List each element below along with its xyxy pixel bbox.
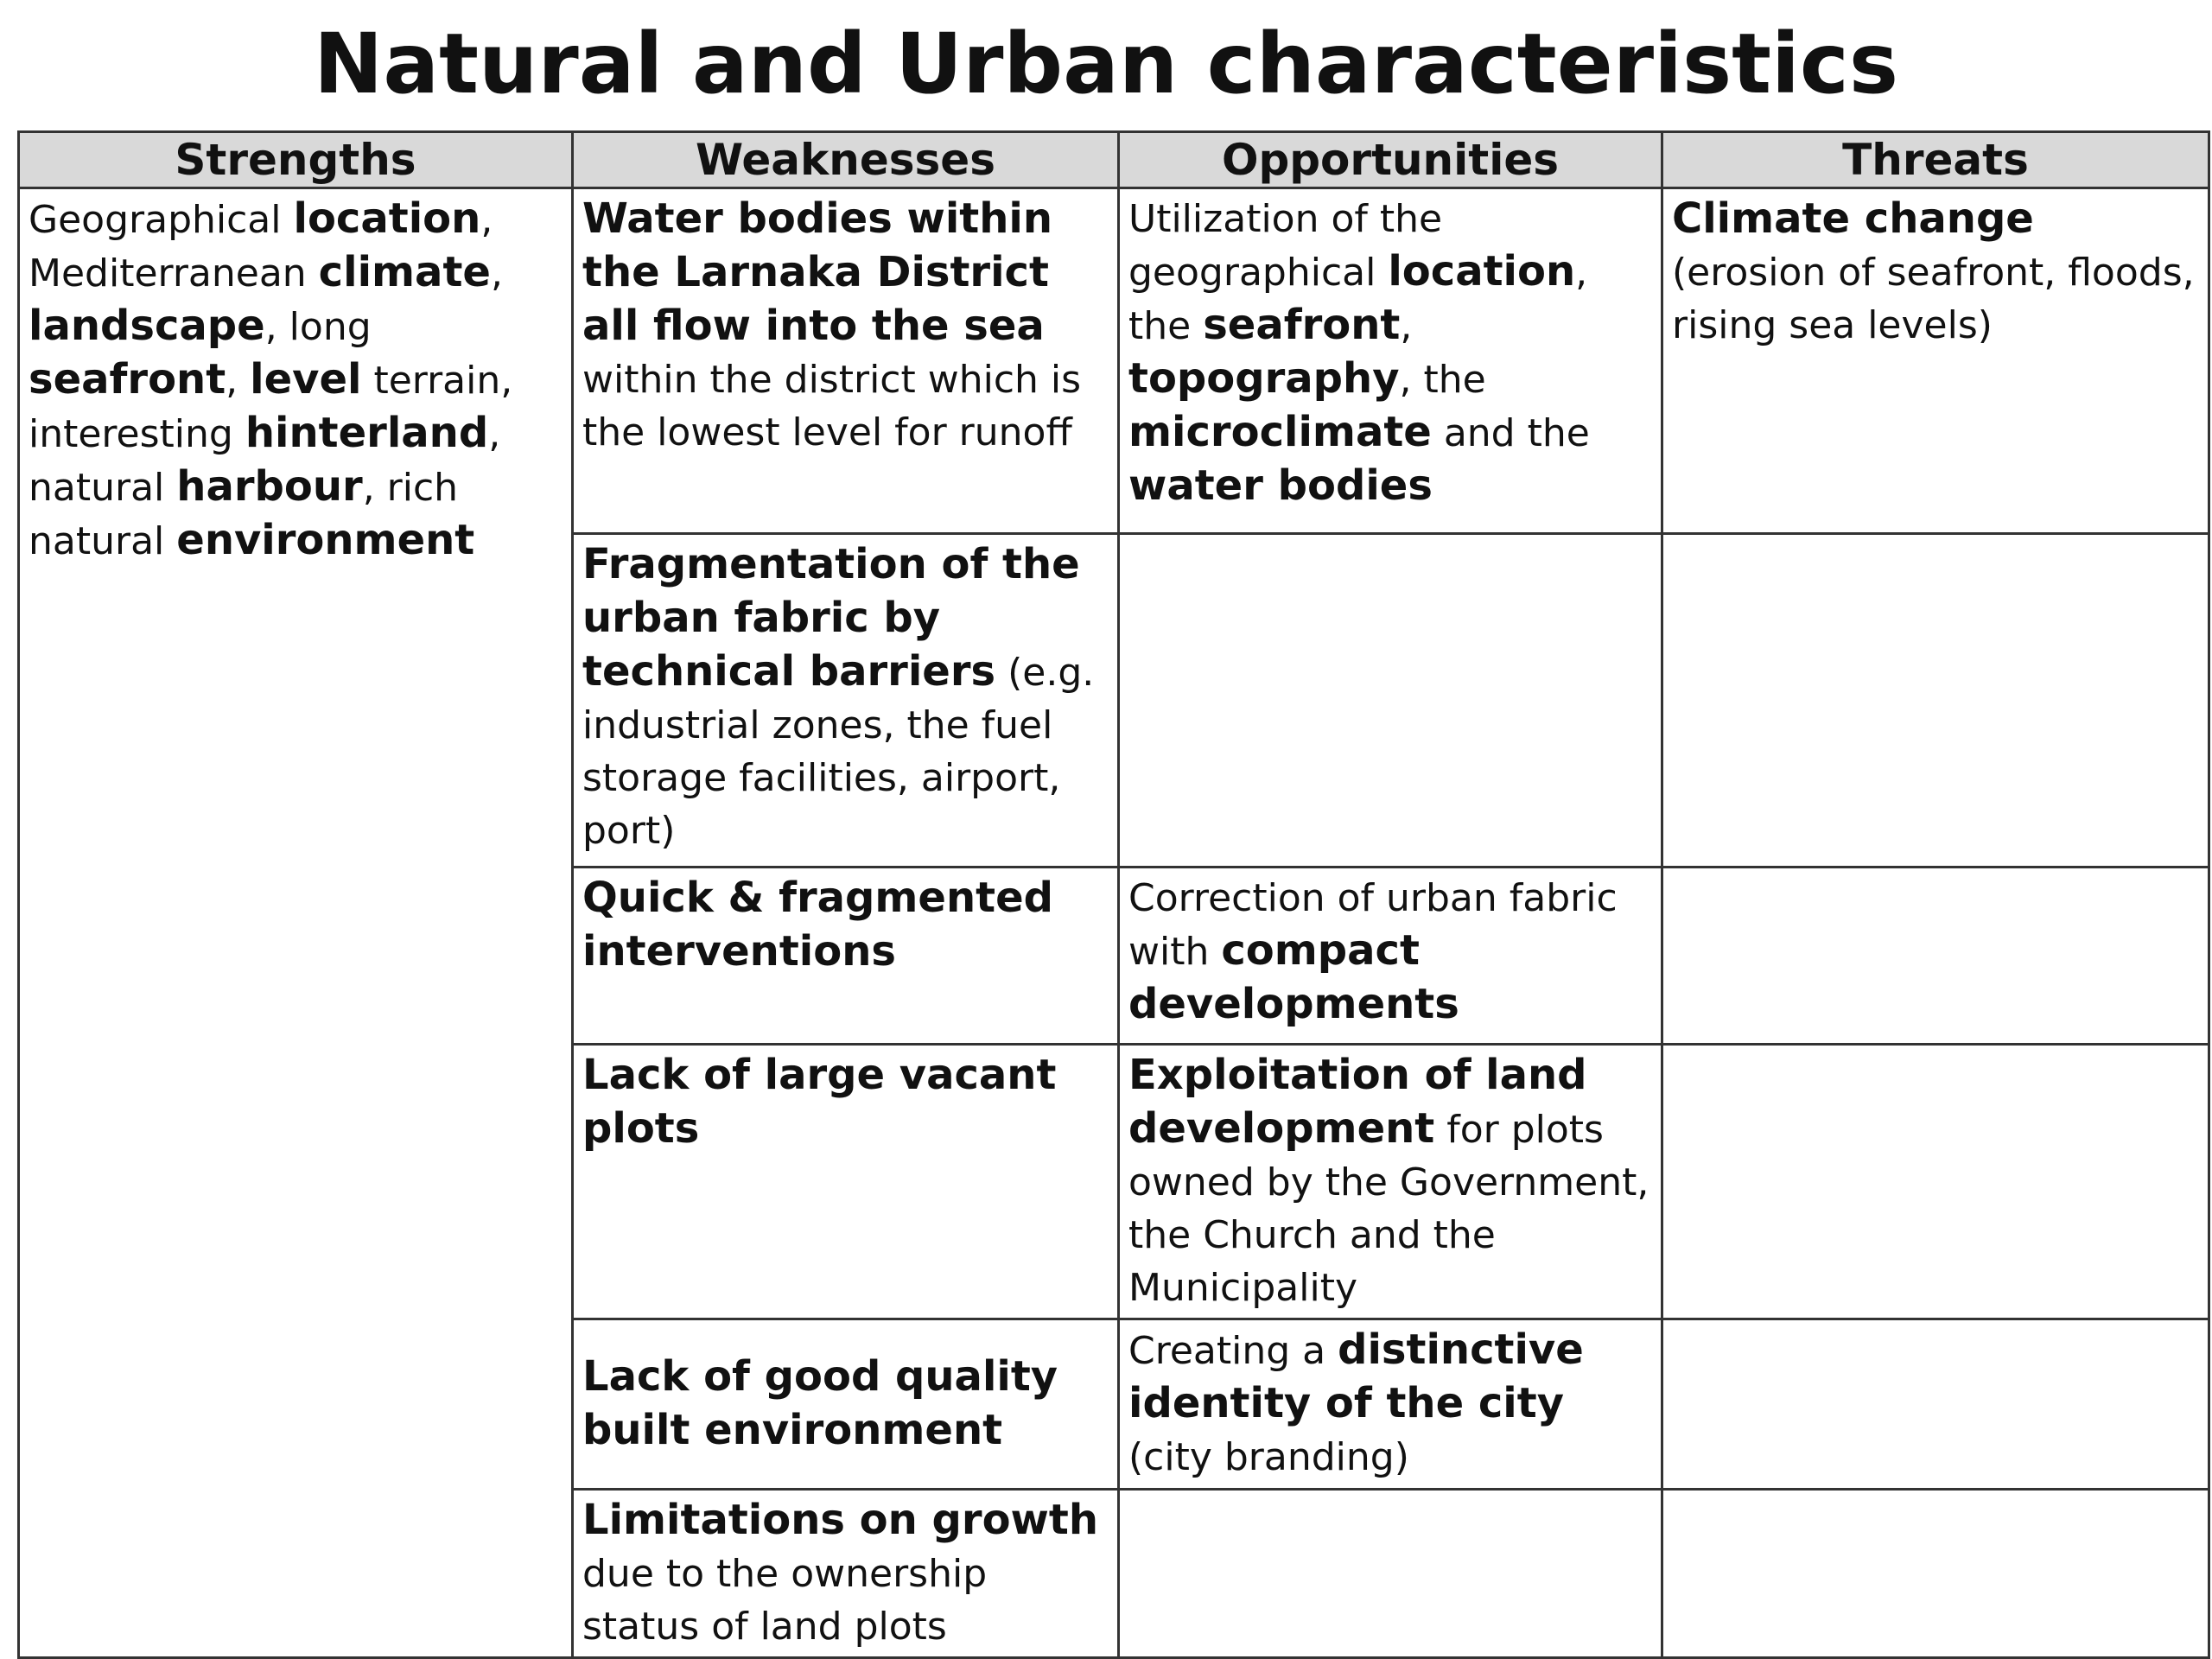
strengths-text: , [226,359,251,403]
threat-cell-empty [1662,868,2209,1045]
opportunity-keyword: distinctive identity of the city [1128,1325,1584,1427]
weakness-cell [573,1490,1119,1658]
opportunity-keyword: topography [1128,354,1400,403]
threat-cell [1662,188,2209,534]
strengths-keyword: hinterland [245,409,489,457]
opportunity-cell-empty [1119,1490,1662,1658]
opportunity-keyword: seafront [1203,301,1401,349]
strengths-text: , long [264,305,372,349]
opportunity-text: Utilization of the geographical [1128,197,1443,295]
strengths-text: , natural [29,412,501,510]
header-weaknesses: Weaknesses [573,132,1119,188]
weakness-heading: Water bodies within the Larnaka District all flow into the sea [582,194,1053,350]
threat-detail: (erosion of seafront, floods, rising sea levels) [1672,251,2195,347]
weakness-cell [573,534,1119,868]
swot-table [17,130,2210,1659]
weakness-heading: Lack of large vacant plots [582,1051,1057,1153]
opportunity-cell [1119,1319,1662,1490]
weakness-cell [573,1319,1119,1490]
opportunity-text: , [1400,304,1413,348]
strengths-text: , Mediterranean [29,198,493,296]
opportunity-cell [1119,868,1662,1045]
threat-cell-empty [1662,1045,2209,1319]
strengths-cell [19,188,573,1658]
opportunity-text: , the [1399,358,1486,402]
opportunity-text: (city branding) [1128,1435,1409,1479]
opportunity-keyword: water bodies [1128,461,1433,510]
weakness-cell [573,1045,1119,1319]
opportunity-keyword: location [1388,247,1576,296]
strengths-keyword: climate [318,248,491,296]
strengths-text: terrain, interesting [29,359,513,456]
threat-cell-empty [1662,1490,2209,1658]
weakness-cell [573,188,1119,534]
opportunity-text: for plots owned by the Government, the Church and the Municipality [1128,1108,1649,1310]
weakness-heading: Quick & fragmented interventions [582,874,1053,976]
header-strengths: Strengths [19,132,573,188]
threat-cell-empty [1662,1319,2209,1490]
strengths-keyword: seafront [29,355,226,404]
threat-cell-empty [1662,534,2209,868]
weakness-cell [573,868,1119,1045]
strengths-keyword: harbour [176,462,363,511]
opportunity-cell [1119,188,1662,534]
weakness-heading: Fragmentation of the urban fabric by technical barriers [582,540,1080,696]
threat-heading: Climate change [1672,194,2034,243]
page-title: Natural and Urban characteristics [314,16,1898,112]
strengths-text: , [490,251,503,296]
opportunity-keyword: Exploitation of land development [1128,1051,1587,1153]
strengths-keyword: location [293,194,481,243]
table-row [19,188,2209,534]
opportunity-keyword: compact developments [1128,926,1459,1028]
opportunity-keyword: microclimate [1128,408,1432,456]
weakness-detail: (e.g. industrial zones, the fuel storage facilities, airport, port) [582,651,1095,853]
strengths-text: , rich natural [29,466,459,563]
opportunity-text: , the [1128,251,1588,348]
header-opportunities: Opportunities [1119,132,1662,188]
opportunity-text: and the [1431,411,1590,455]
weakness-detail: due to the ownership status of land plots [582,1552,988,1649]
opportunity-cell-empty [1119,534,1662,868]
opportunity-cell [1119,1045,1662,1319]
weakness-detail: within the district which is the lowest level for runoff [582,358,1082,454]
weakness-heading: Lack of good quality built environment [582,1352,1058,1454]
strengths-text: Geographical [29,198,294,242]
strengths-keyword: environment [176,516,475,564]
weakness-heading: Limitations on growth [582,1496,1098,1544]
opportunity-text: Creating a [1128,1329,1338,1373]
header-threats: Threats [1662,132,2209,188]
opportunity-text: Correction of urban fabric with [1128,876,1618,974]
strengths-keyword: landscape [29,302,265,350]
strengths-keyword: level [250,355,362,404]
header-row [19,132,2209,188]
